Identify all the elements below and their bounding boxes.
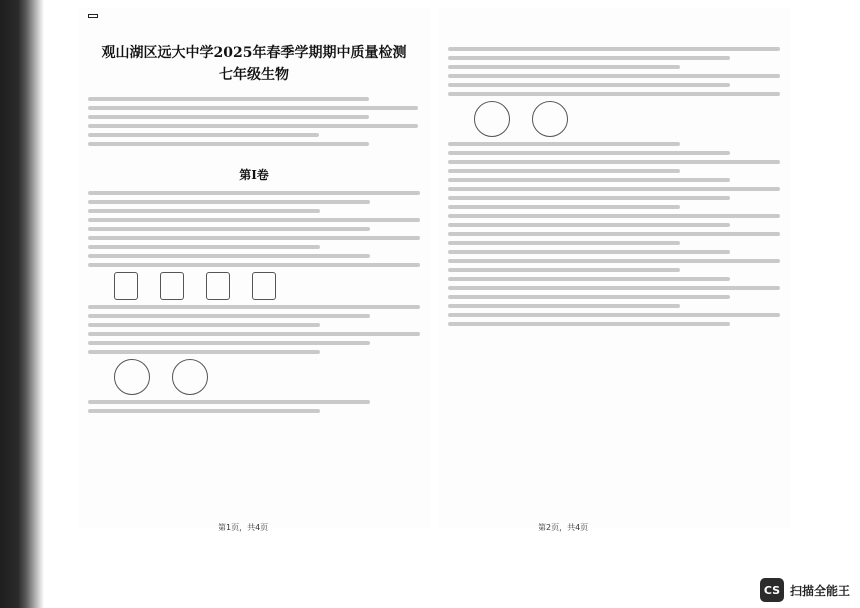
text-line: [448, 83, 730, 87]
page-footer: 第1页，共4页: [218, 523, 269, 532]
text-line: [88, 332, 420, 336]
text-line: [88, 209, 320, 213]
text-line: [448, 259, 780, 263]
text-line: [448, 196, 730, 200]
text-line: [448, 223, 730, 227]
text-line: [448, 286, 780, 290]
figure-panel: [172, 359, 208, 395]
text-line: [88, 254, 370, 258]
text-line: [88, 142, 369, 146]
text-line: [88, 133, 319, 137]
text-line: [448, 214, 780, 218]
text-line: [88, 409, 320, 413]
text-line: [448, 241, 680, 245]
text-line: [448, 92, 780, 96]
text-line: [448, 295, 730, 299]
text-line: [448, 74, 780, 78]
figure-panel: [474, 101, 510, 137]
text-line: [448, 268, 680, 272]
section-title: 第Ⅰ卷: [239, 168, 269, 182]
text-line: [88, 115, 369, 119]
text-line: [88, 400, 370, 404]
text-line: [88, 191, 420, 195]
notice-block: [88, 92, 418, 151]
text-line: [88, 350, 320, 354]
scanner-name: 扫描全能王: [789, 583, 850, 598]
figure-panel: [206, 272, 230, 300]
text-line: [448, 250, 730, 254]
text-line: [88, 236, 420, 240]
text-line: [448, 151, 730, 155]
text-line: [88, 263, 420, 267]
figure-panel: [252, 272, 276, 300]
text-line: [88, 97, 369, 101]
text-line: [448, 169, 680, 173]
text-line: [448, 313, 780, 317]
text-line: [88, 245, 320, 249]
text-line: [88, 200, 370, 204]
text-line: [448, 205, 680, 209]
figure-panel: [114, 359, 150, 395]
text-line: [88, 305, 420, 309]
text-line: [448, 178, 730, 182]
exam-page-1: [78, 8, 430, 532]
scanner-watermark: [760, 578, 850, 602]
text-line: [88, 323, 320, 327]
text-line: [448, 277, 730, 281]
text-line: [448, 47, 780, 51]
text-line: [88, 106, 418, 110]
text-line: [88, 124, 418, 128]
text-line: [448, 187, 780, 191]
text-line: [88, 227, 370, 231]
figure-panel: [114, 272, 138, 300]
text-line: [448, 304, 680, 308]
text-line: [448, 142, 680, 146]
text-line: [448, 65, 680, 69]
text-line: [448, 232, 780, 236]
text-line: [88, 314, 370, 318]
text-line: [448, 322, 730, 326]
text-line: [88, 218, 420, 222]
text-line: [88, 341, 370, 345]
text-line: [448, 160, 780, 164]
text-line: [448, 56, 730, 60]
figure-row: [114, 272, 420, 300]
binding-margin-text: [44, 40, 58, 560]
scanner-logo-icon: CS: [760, 578, 784, 602]
exam-subtitle: 七年级生物: [219, 67, 289, 83]
figure-row: [114, 359, 420, 395]
figure-panel: [532, 101, 568, 137]
figure-row: [474, 101, 780, 137]
figure-panel: [160, 272, 184, 300]
question-column-1: [88, 186, 420, 418]
page-footer: 第2页，共4页: [538, 523, 589, 532]
exam-title: 观山湖区远大中学2025年春季学期期中质量检测: [101, 45, 407, 61]
exam-page-2: [438, 8, 790, 532]
secret-tag: [88, 14, 98, 18]
question-column-2: [448, 42, 780, 331]
